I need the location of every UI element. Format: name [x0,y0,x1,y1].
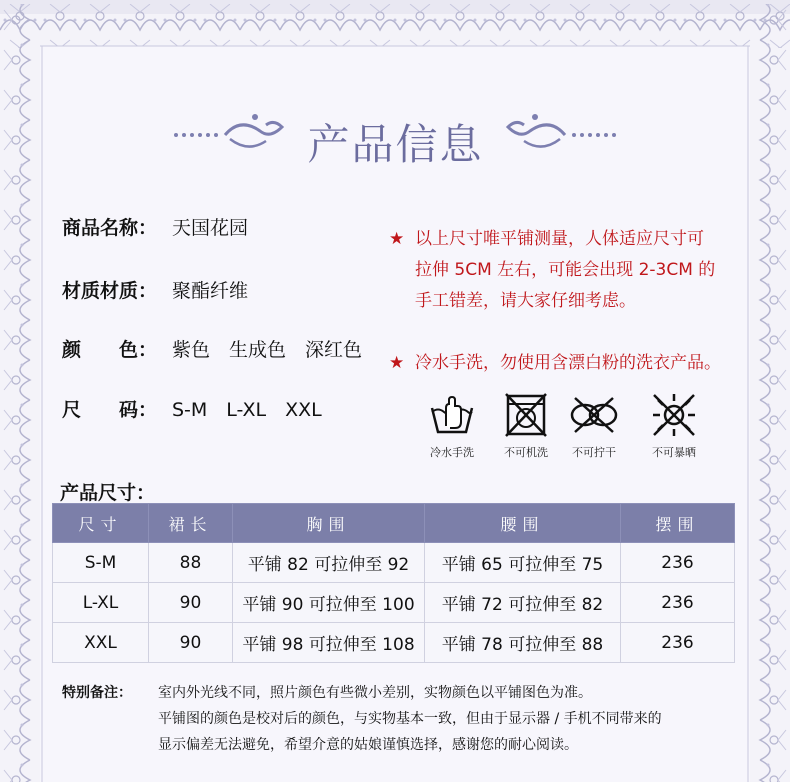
table-cell: 88 [149,543,233,583]
column-header: 尺寸 [53,504,149,543]
table-row [53,543,735,583]
info-value: 聚酯纤维 [172,280,249,302]
table-row [53,623,735,663]
care-label: 不可机洗 [504,446,548,459]
no-sun-icon [649,392,699,438]
table-row [53,583,735,623]
hand-wash-icon [428,392,476,438]
column-header: 摆围 [621,504,735,543]
star-icon: ★ [389,229,405,249]
info-label: 颜 色： [62,339,158,361]
table-cell: 平铺 98 可拉伸至 108 [233,623,425,663]
info-value: 天国花园 [172,217,249,239]
table-cell: 平铺 65 可拉伸至 75 [425,543,621,583]
remark-line: 显示偏差无法避免，希望介意的姑娘谨慎选择，感谢您的耐心阅读。 [158,737,578,753]
table-cell: 236 [621,623,735,663]
column-header: 腰围 [425,504,621,543]
remark-label: 特别备注： [62,685,132,701]
info-label: 材质材质： [62,280,158,302]
star-icon: ★ [389,353,405,373]
no-wring-icon [567,392,621,438]
info-label: 尺 码： [62,399,158,421]
table-cell: 平铺 78 可拉伸至 88 [425,623,621,663]
table-cell: 平铺 72 可拉伸至 82 [425,583,621,623]
column-header: 胸围 [233,504,425,543]
care-hand-wash [418,392,486,460]
info-label: 商品名称： [62,217,158,239]
size-note-line: 手工错差，请大家仔细考虑。 [415,291,636,311]
wash-note [389,348,721,379]
care-no-wring [560,392,628,460]
size-note [389,224,716,317]
no-machine-wash-icon [502,392,550,438]
table-cell: 平铺 82 可拉伸至 92 [233,543,425,583]
table-header-row [53,504,735,543]
info-value: 紫色 生成色 深红色 [172,339,363,361]
care-no-sun [640,392,708,460]
size-table [52,503,735,663]
table-cell: 236 [621,543,735,583]
size-section-title: 产品尺寸： [60,482,156,504]
info-color-row [62,335,362,362]
column-header: 裙长 [149,504,233,543]
size-note-line: 以上尺寸唯平铺测量，人体适应尺寸可 [415,229,704,249]
size-note-line: 拉伸 5CM 左右，可能会出现 2-3CM 的 [415,260,716,280]
page-title: 产品信息 [307,120,484,169]
info-size-row [62,395,322,422]
table-cell: 90 [149,623,233,663]
table-cell: S-M [53,543,149,583]
info-material-row [62,276,248,303]
table-cell: L-XL [53,583,149,623]
table-cell: 236 [621,583,735,623]
care-label: 不可拧干 [572,446,616,459]
table-cell: 90 [149,583,233,623]
care-label: 冷水手洗 [430,446,474,459]
remark-line: 平铺图的颜色是校对后的颜色，与实物基本一致，但由于显示器 / 手机不同带来的 [158,711,662,727]
table-cell: XXL [53,623,149,663]
table-cell: 平铺 90 可拉伸至 100 [233,583,425,623]
wash-note-line: 冷水手洗，勿使用含漂白粉的洗衣产品。 [415,353,721,373]
care-label: 不可暴晒 [652,446,696,459]
remark-line: 室内外光线不同，照片颜色有些微小差别，实物颜色以平铺图色为准。 [158,685,592,701]
info-name-row [62,213,248,240]
care-no-machine-wash [492,392,560,460]
info-value: S-M L-XL XXL [172,399,322,421]
